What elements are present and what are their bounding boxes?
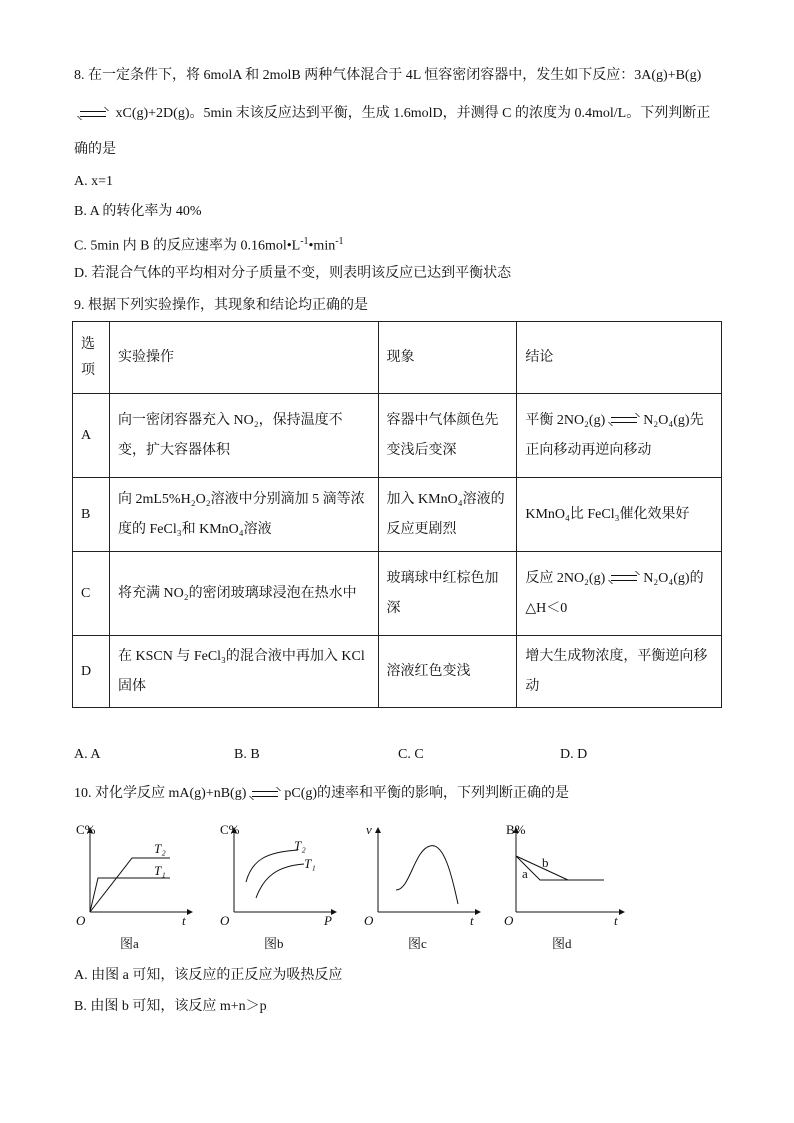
graph-b bbox=[214, 820, 344, 930]
curve-t1 bbox=[90, 878, 170, 912]
graph-a bbox=[70, 820, 200, 930]
row-phenomenon: 玻璃球中红棕色加深 bbox=[378, 552, 517, 636]
row-label: C bbox=[73, 552, 110, 636]
q9-option-d: D. D bbox=[560, 747, 588, 762]
graph-c-origin: O bbox=[364, 913, 374, 928]
row-label: D bbox=[73, 636, 110, 708]
row-phenomenon: 溶液红色变浅 bbox=[378, 636, 517, 708]
q9-option-c: C. C bbox=[398, 747, 424, 762]
graph-d bbox=[502, 820, 632, 930]
q8-option-c-sup1: -1 bbox=[300, 236, 309, 247]
header-phenomenon: 现象 bbox=[378, 322, 517, 394]
graph-a-caption: 图a bbox=[120, 936, 139, 951]
row-conclusion-post: N₂O₄(g)的△H＜0 bbox=[525, 570, 704, 616]
row-conclusion-pre: 反应 2NO₂(g) bbox=[525, 570, 606, 586]
row-phenomenon: 加入 KMnO₄溶液的反应更剧烈 bbox=[378, 478, 517, 552]
row-conclusion: KMnO₄比 FeCl₃催化效果好 bbox=[517, 478, 722, 552]
q8-option-c bbox=[74, 232, 344, 257]
q8-line1: 8. 在一定条件下，将 6molA 和 2molB 两种气体混合于 4L 恒容密闭容器中，发生如下反应：3A(g)+B(g) bbox=[74, 68, 702, 83]
row-operation: 在 KSCN 与 FeCl₃的混合液中再加入 KCl 固体 bbox=[109, 636, 378, 708]
row-operation: 将充满 NO₂的密闭玻璃球浸泡在热水中 bbox=[109, 552, 378, 636]
graph-c-xlabel: t bbox=[470, 913, 474, 928]
reversible-arrow-icon bbox=[78, 106, 108, 122]
graph-b-origin: O bbox=[220, 913, 230, 928]
q8-line2 bbox=[74, 104, 710, 124]
header-conclusion: 结论 bbox=[517, 322, 722, 394]
q10-title bbox=[74, 784, 569, 804]
q8-option-c-sup2: -1 bbox=[335, 236, 344, 247]
q9-option-b: B. B bbox=[234, 747, 260, 762]
graph-b-xlabel: P bbox=[324, 913, 332, 928]
q9-options bbox=[74, 747, 714, 767]
header-operation: 实验操作 bbox=[109, 322, 378, 394]
table-row bbox=[73, 636, 722, 708]
row-conclusion bbox=[517, 394, 722, 478]
graph-c-caption: 图c bbox=[408, 936, 427, 951]
row-conclusion: 增大生成物浓度，平衡逆向移动 bbox=[517, 636, 722, 708]
graph-a-curve-t2-label: T₂ bbox=[154, 841, 166, 856]
graph-b-ylabel: C% bbox=[220, 822, 240, 837]
table-row bbox=[73, 394, 722, 478]
row-conclusion bbox=[517, 552, 722, 636]
graph-b-curve-t1-label: T₁ bbox=[304, 856, 316, 871]
graph-d-caption: 图d bbox=[552, 936, 572, 951]
graph-d-ylabel: B% bbox=[506, 822, 526, 837]
table-row bbox=[73, 552, 722, 636]
q9-option-a: A. A bbox=[74, 747, 101, 762]
graph-b-curve-t2-label: T₂ bbox=[294, 838, 306, 853]
reversible-arrow-icon bbox=[250, 786, 280, 802]
q8-option-d: D. 若混合气体的平均相对分子质量不变，则表明该反应已达到平衡状态 bbox=[74, 266, 512, 281]
graph-a-ylabel: C% bbox=[76, 822, 96, 837]
q10-option-b: B. 由图 b 可知，该反应 m+n＞p bbox=[74, 999, 267, 1014]
q8-option-b: B. A 的转化率为 40% bbox=[74, 204, 202, 219]
row-conclusion-post: N₂O₄(g)先正向移动再逆向移动 bbox=[525, 412, 704, 458]
q8-option-c-main: C. 5min 内 B 的反应速率为 0.16mol•L bbox=[74, 238, 301, 254]
row-label: B bbox=[73, 478, 110, 552]
row-operation: 向一密闭容器充入 NO₂，保持温度不变，扩大容器体积 bbox=[109, 394, 378, 478]
q8-option-a: A. x=1 bbox=[74, 174, 114, 189]
reversible-arrow-icon bbox=[609, 412, 639, 428]
table-row bbox=[73, 478, 722, 552]
curve-velocity bbox=[396, 846, 458, 904]
graph-d-origin: O bbox=[504, 913, 514, 928]
graph-a-curve-t1-label: T₁ bbox=[154, 863, 166, 878]
q8-line2-text: xC(g)+2D(g)。5min 末该反应达到平衡，生成 1.6molD，并测得 C 的浓度为 0.4mol/L。下列判断正 bbox=[115, 106, 711, 121]
graph-d-curve-a-label: a bbox=[522, 866, 528, 881]
q10-title-pre: 10. 对化学反应 mA(g)+nB(g) bbox=[74, 786, 247, 801]
q10-option-a: A. 由图 a 可知，该反应的正反应为吸热反应 bbox=[74, 968, 343, 983]
graph-b-caption: 图b bbox=[264, 936, 284, 951]
graph-a-xlabel: t bbox=[182, 913, 186, 928]
row-operation: 向 2mL5%H₂O₂溶液中分别滴加 5 滴等浓度的 FeCl₃和 KMnO₄溶液 bbox=[109, 478, 378, 552]
row-label: A bbox=[73, 394, 110, 478]
reversible-arrow-icon bbox=[609, 570, 639, 586]
header-option-text: 选 项 bbox=[81, 336, 95, 378]
header-option bbox=[73, 322, 110, 394]
q8-line3: 确的是 bbox=[74, 142, 116, 157]
graph-c-ylabel: v bbox=[366, 822, 372, 837]
curve-t1 bbox=[256, 864, 304, 898]
q8-option-c-mid: •min bbox=[308, 238, 336, 254]
q9-title: 9. 根据下列实验操作，其现象和结论均正确的是 bbox=[74, 298, 368, 313]
table-header-row bbox=[73, 322, 722, 394]
row-conclusion-pre: 平衡 2NO₂(g) bbox=[525, 412, 606, 428]
graph-d-curve-b-label: b bbox=[542, 855, 549, 870]
q9-table bbox=[72, 321, 722, 708]
row-phenomenon: 容器中气体颜色先变浅后变深 bbox=[378, 394, 517, 478]
graph-c bbox=[358, 820, 488, 930]
graph-a-origin: O bbox=[76, 913, 86, 928]
q10-title-post: pC(g)的速率和平衡的影响，下列判断正确的是 bbox=[284, 786, 570, 801]
graph-d-xlabel: t bbox=[614, 913, 618, 928]
